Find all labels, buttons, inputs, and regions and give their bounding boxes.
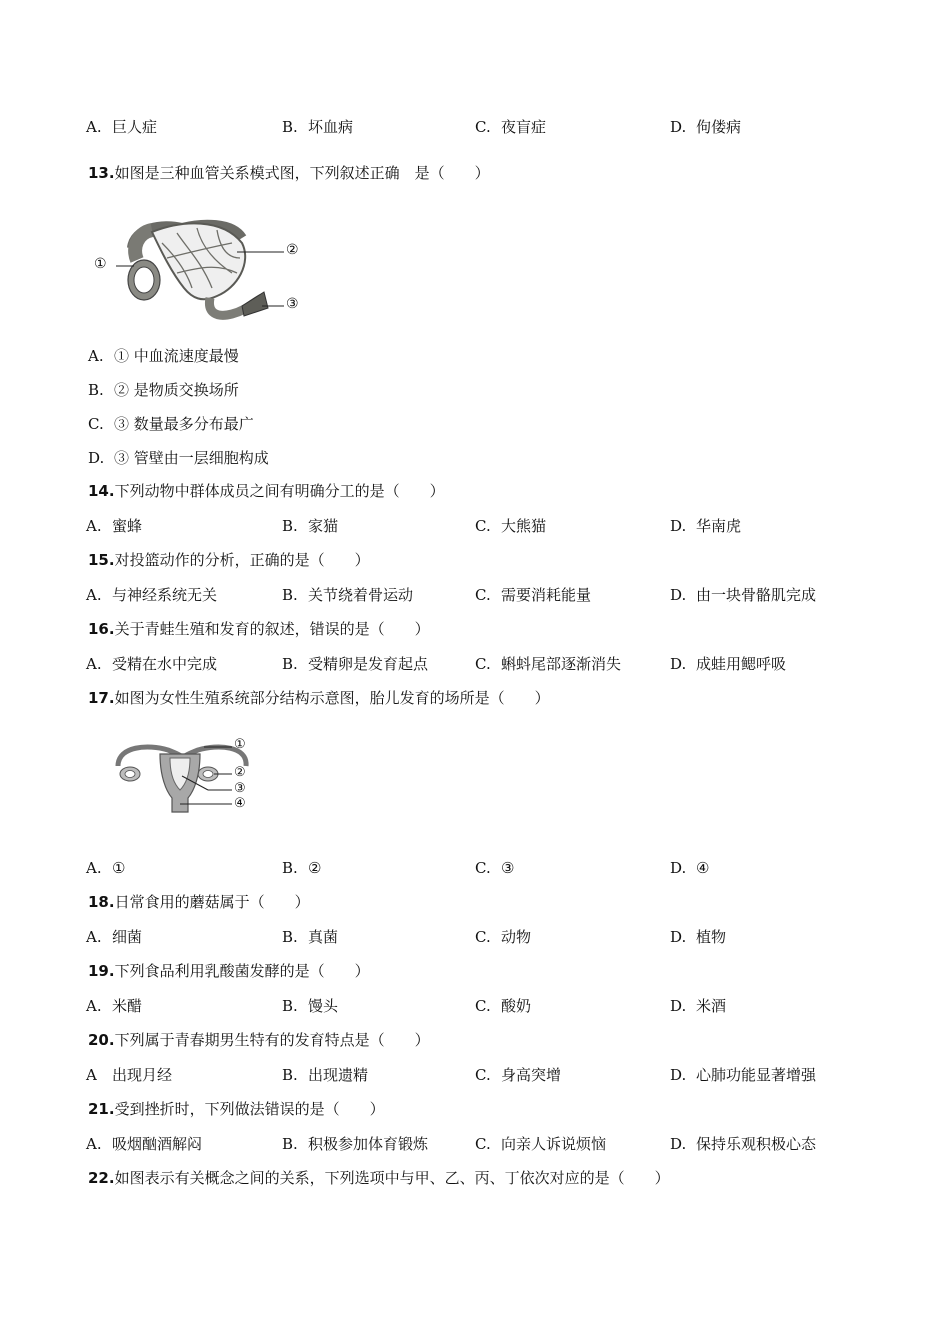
q13-option-c[interactable]: C. ③ 数量最多分布最广 <box>88 415 254 433</box>
q13-option-b[interactable]: B. ② 是物质交换场所 <box>88 381 239 399</box>
label-1: ① <box>234 737 246 752</box>
option-a[interactable]: A. 蜜蜂 <box>86 517 143 535</box>
option-a[interactable]: A. 细菌 <box>86 928 143 946</box>
option-b[interactable]: B. 积极参加体育锻炼 <box>282 1135 429 1153</box>
option-c[interactable]: C. 大熊猫 <box>475 517 547 535</box>
question-13: 13.如图是三种血管关系模式图，下列叙述正确 是（ ） <box>88 164 490 182</box>
option-c[interactable]: C. 身高突增 <box>475 1066 562 1084</box>
question-14: 14.下列动物中群体成员之间有明确分工的是（ ） <box>88 482 445 500</box>
option-b[interactable]: B. 坏血病 <box>282 118 354 136</box>
option-c[interactable]: C. 需要消耗能量 <box>475 586 592 604</box>
question-17: 17.如图为女性生殖系统部分结构示意图，胎儿发育的场所是（ ） <box>88 689 550 707</box>
female-reproductive-diagram <box>108 736 258 816</box>
question-19: 19.下列食品利用乳酸菌发酵的是（ ） <box>88 962 370 980</box>
option-b[interactable]: B. 受精卵是发育起点 <box>282 655 429 673</box>
option-c[interactable]: C. 酸奶 <box>475 997 532 1015</box>
question-15: 15.对投篮动作的分析，正确的是（ ） <box>88 551 370 569</box>
option-a[interactable]: A. 吸烟酗酒解闷 <box>86 1135 203 1153</box>
option-a[interactable]: A. 巨人症 <box>86 118 158 136</box>
option-b[interactable]: B. 真菌 <box>282 928 339 946</box>
option-b[interactable]: B. 馒头 <box>282 997 339 1015</box>
option-d[interactable]: D. 米酒 <box>670 997 727 1015</box>
option-b[interactable]: B. 家猫 <box>282 517 339 535</box>
option-a[interactable]: A. 与神经系统无关 <box>86 586 218 604</box>
question-22: 22.如图表示有关概念之间的关系，下列选项中与甲、乙、丙、丁依次对应的是（ ） <box>88 1169 670 1187</box>
label-2: ② <box>286 242 299 258</box>
label-1: ① <box>94 256 107 272</box>
option-b[interactable]: B. 出现遗精 <box>282 1066 369 1084</box>
question-16: 16.关于青蛙生殖和发育的叙述，错误的是（ ） <box>88 620 430 638</box>
option-a[interactable]: A. ① <box>86 859 126 877</box>
option-b[interactable]: B. 关节绕着骨运动 <box>282 586 414 604</box>
question-21: 21.受到挫折时，下列做法错误的是（ ） <box>88 1100 385 1118</box>
option-a[interactable]: A 出现月经 <box>86 1066 173 1084</box>
option-b[interactable]: B. ② <box>282 859 322 877</box>
option-d[interactable]: D. 成蛙用鳃呼吸 <box>670 655 787 673</box>
option-d[interactable]: D. ④ <box>670 859 710 877</box>
option-d[interactable]: D. 由一块骨骼肌完成 <box>670 586 817 604</box>
option-c[interactable]: C. 动物 <box>475 928 532 946</box>
option-d[interactable]: D. 保持乐观积极心态 <box>670 1135 817 1153</box>
option-a[interactable]: A. 受精在水中完成 <box>86 655 218 673</box>
option-c[interactable]: C. 夜盲症 <box>475 118 547 136</box>
label-4: ④ <box>234 796 246 811</box>
option-d[interactable]: D. 佝偻病 <box>670 118 742 136</box>
option-c[interactable]: C. 蝌蚪尾部逐渐消失 <box>475 655 622 673</box>
question-18: 18.日常食用的蘑菇属于（ ） <box>88 893 310 911</box>
blood-vessel-diagram <box>92 218 312 328</box>
option-d[interactable]: D. 植物 <box>670 928 727 946</box>
option-d[interactable]: D. 华南虎 <box>670 517 742 535</box>
label-2: ② <box>234 765 246 780</box>
option-c[interactable]: C. 向亲人诉说烦恼 <box>475 1135 607 1153</box>
label-3: ③ <box>286 296 299 312</box>
question-20: 20.下列属于青春期男生特有的发育特点是（ ） <box>88 1031 430 1049</box>
label-3: ③ <box>234 781 246 796</box>
option-a[interactable]: A. 米醋 <box>86 997 143 1015</box>
q13-option-d[interactable]: D. ③ 管壁由一层细胞构成 <box>88 449 269 467</box>
q13-option-a[interactable]: A. ① 中血流速度最慢 <box>88 347 239 365</box>
option-c[interactable]: C. ③ <box>475 859 515 877</box>
option-d[interactable]: D. 心肺功能显著增强 <box>670 1066 817 1084</box>
